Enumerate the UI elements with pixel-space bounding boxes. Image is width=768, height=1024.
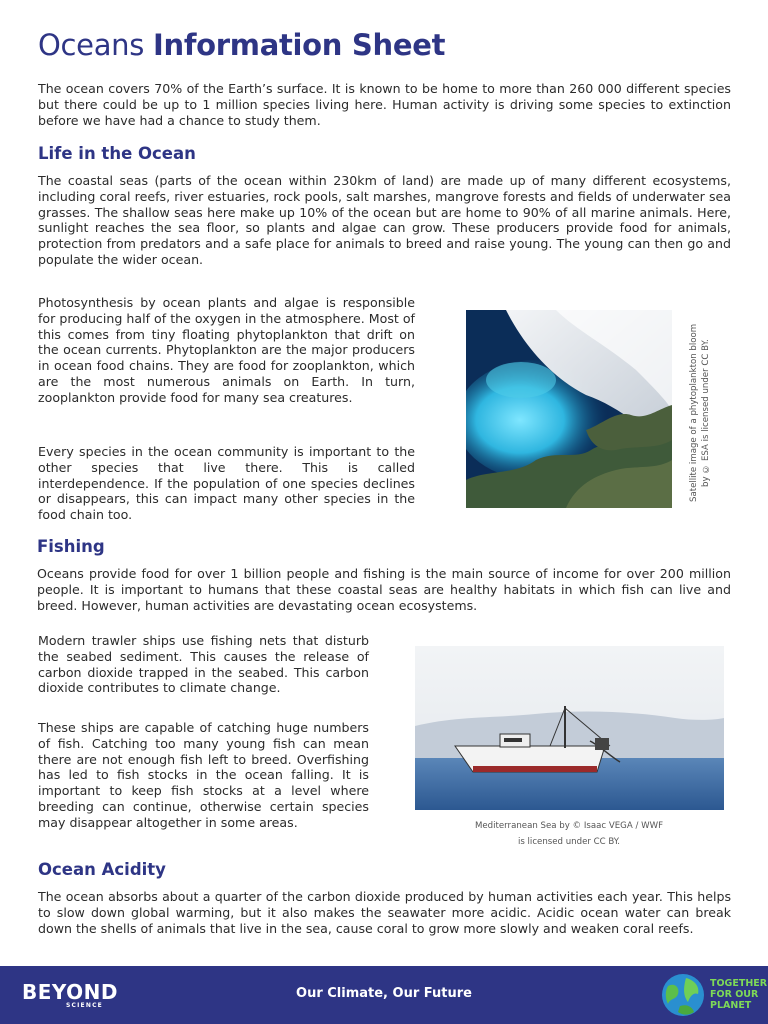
life-paragraph-3: Every species in the ocean community is important to the other species that live there. This is called interdependence. If the population of one species declines or disappears, this can impact many other species in the food chain too. xyxy=(38,444,415,523)
trawler-ship-image xyxy=(415,646,724,810)
footer-tagline: Our Climate, Our Future xyxy=(296,986,472,1001)
fishing-paragraph-2: Modern trawler ships use fishing nets that disturb the seabed sediment. This causes the release of carbon dioxide trapped in the seabed. This carbon dioxide contributes to climate change. xyxy=(38,633,369,696)
acidity-paragraph: The ocean absorbs about a quarter of the carbon dioxide produced by human activities each year. This helps to slow down global warming, but it also makes the seawater more acidic. Acidic ocean water can break down the shells of animals that live in the sea, cause coral to grow more slowly and weaken coral reefs. xyxy=(38,889,731,936)
together-for-our-planet-logo[interactable] xyxy=(660,972,768,1020)
page-title: Oceans Information Sheet xyxy=(38,28,446,62)
globe-icon xyxy=(660,972,706,1018)
life-paragraph-1: The coastal seas (parts of the ocean within 230km of land) are made up of many different ecosystems, including coral reefs, river estuaries, rock pools, salt marshes, mangrove forests and fields of underwater sea grasses. The shallow seas here make up 10% of the ocean but are home to 90% of all marine animals. Here, sunlight reaches the sea floor, so plants and algae can grow. These producers provide food for animals, protection from predators and a safe place for animals to breed and raise young. The young can then go and populate the wider ocean. xyxy=(38,173,731,267)
fishing-paragraph-3: These ships are capable of catching huge numbers of fish. Catching too many young fish can mean there are not enough fish left to breed. Overfishing has led to fish stocks in the ocean falling. It is important to keep fish stocks at a level where breeding can continue, otherwise certain species may disappear altogether in some areas. xyxy=(38,720,369,830)
intro-paragraph: The ocean covers 70% of the Earth’s surface. It is known to be home to more than 260 000 different species but there could be up to 1 million species living here. Human activity is driving some species to extinction before we have had a chance to study them. xyxy=(38,81,731,128)
satellite-image-caption: Satellite image of a phytoplankton bloom by © ESA is licensed under CC BY. xyxy=(689,323,711,503)
together-logo-text: TOGETHER FOR OUR PLANET xyxy=(710,978,768,1011)
acidity-heading: Ocean Acidity xyxy=(38,860,166,879)
trawler-image-caption: Mediterranean Sea by © Isaac VEGA / WWF is licensed under CC BY. xyxy=(474,821,664,847)
life-heading: Life in the Ocean xyxy=(38,144,196,163)
life-paragraph-2: Photosynthesis by ocean plants and algae is responsible for producing half of the oxygen in the atmosphere. Most of this comes from tiny floating phytoplankton that drift on the ocean currents. Phytoplankton are the major producers in ocean food chains. They are food for zooplankton, which are the most numerous animals on Earth. In turn, zooplankton provide food for many sea creatures. xyxy=(38,295,415,405)
footer-bar xyxy=(0,966,768,1024)
fishing-heading: Fishing xyxy=(37,537,105,556)
beyond-logo[interactable]: BEYOND SCIENCE xyxy=(22,980,119,1009)
fishing-paragraph-1: Oceans provide food for over 1 billion people and fishing is the main source of income for over 200 million people. It is important to humans that these coastal seas are healthy habitats in which fish can live and breed. However, human activities are devastating ocean ecosystems. xyxy=(37,566,731,613)
phytoplankton-satellite-image xyxy=(466,310,672,508)
